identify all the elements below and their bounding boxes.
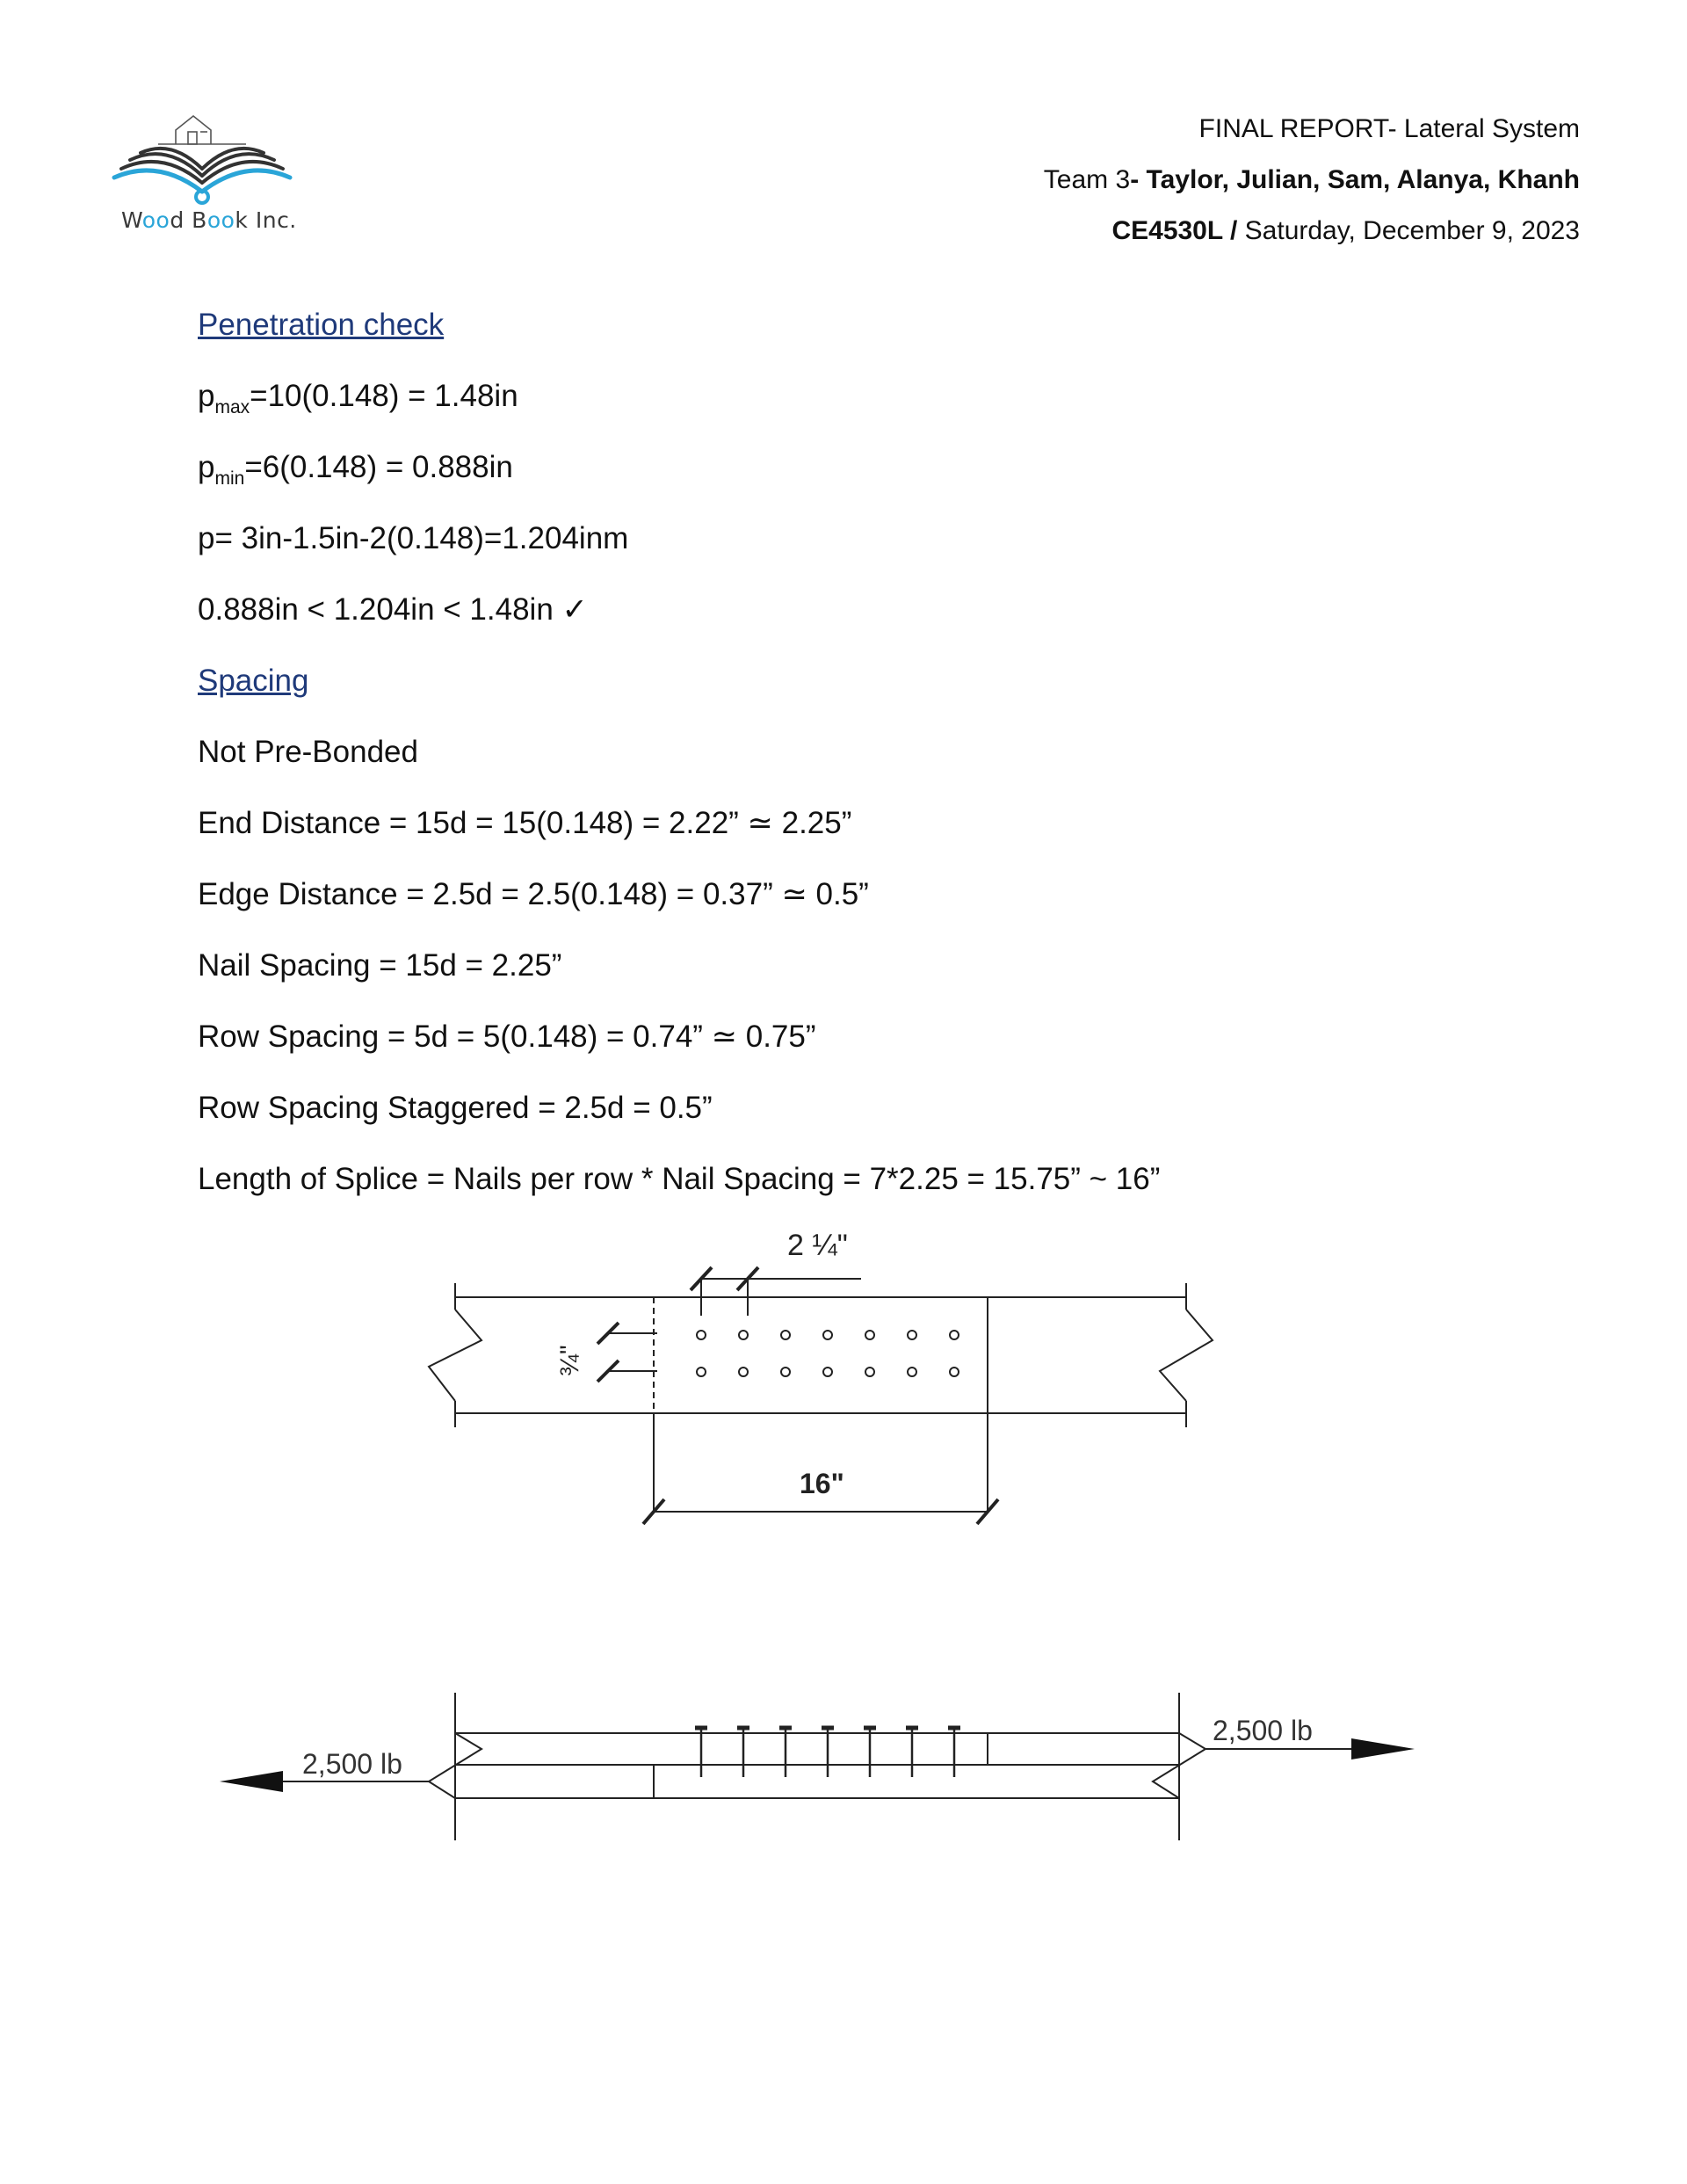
spacing-line: Length of Splice = Nails per row * Nail Spacing = 7*2.25 = 15.75” ~ 16” [198, 1162, 1161, 1196]
spacing-line: Edge Distance = 2.5d = 2.5(0.148) = 0.37” ≃ 0.5” [198, 877, 869, 911]
right-load-label: 2,500 lb [1213, 1715, 1313, 1746]
spacing-line: End Distance = 15d = 15(0.148) = 2.22” ≃ 2.25” [198, 806, 852, 840]
spacing-line: Row Spacing Staggered = 2.5d = 0.5” [198, 1091, 713, 1125]
course-date-line: CE4530L / Saturday, December 9, 2023 [1111, 216, 1580, 245]
company-name: Wood Book Inc. [121, 207, 297, 233]
nail-spacing-label: 2 ¼" [787, 1229, 848, 1262]
spacing-line: Nail Spacing = 15d = 2.25” [198, 948, 562, 983]
team-line: Team 3- Taylor, Julian, Sam, Alanya, Khanh [1043, 165, 1580, 194]
left-load-arrow-icon [220, 1771, 283, 1792]
nail-holes [697, 1331, 959, 1376]
report-title: FINAL REPORT- Lateral System [1198, 114, 1580, 143]
splice-elevation-view [283, 1693, 1353, 1840]
spacing-line: Row Spacing = 5d = 5(0.148) = 0.74” ≃ 0.75” [198, 1019, 816, 1054]
penetration-heading[interactable]: Penetration check [198, 308, 445, 342]
splice-length-label: 16" [800, 1468, 844, 1499]
pmax-equation: $p_{max}=10(0.148) = 1.48in$ [198, 379, 518, 417]
row-spacing-label: ¾" [555, 1345, 584, 1376]
pmin-equation: $p_{min}=6(0.148) = 0.888in$ [198, 450, 513, 489]
right-load-arrow-icon [1351, 1738, 1415, 1760]
p-equation: p= 3in-1.5in-2(0.148)=1.204inm [198, 521, 629, 555]
nail-shanks [701, 1728, 954, 1777]
left-load-label: 2,500 lb [302, 1748, 402, 1780]
spacing-line: Not Pre-Bonded [198, 735, 418, 769]
penetration-check-result: 0.888in < 1.204in < 1.48in ✓ [198, 592, 588, 627]
spacing-heading[interactable]: Spacing [198, 664, 309, 698]
